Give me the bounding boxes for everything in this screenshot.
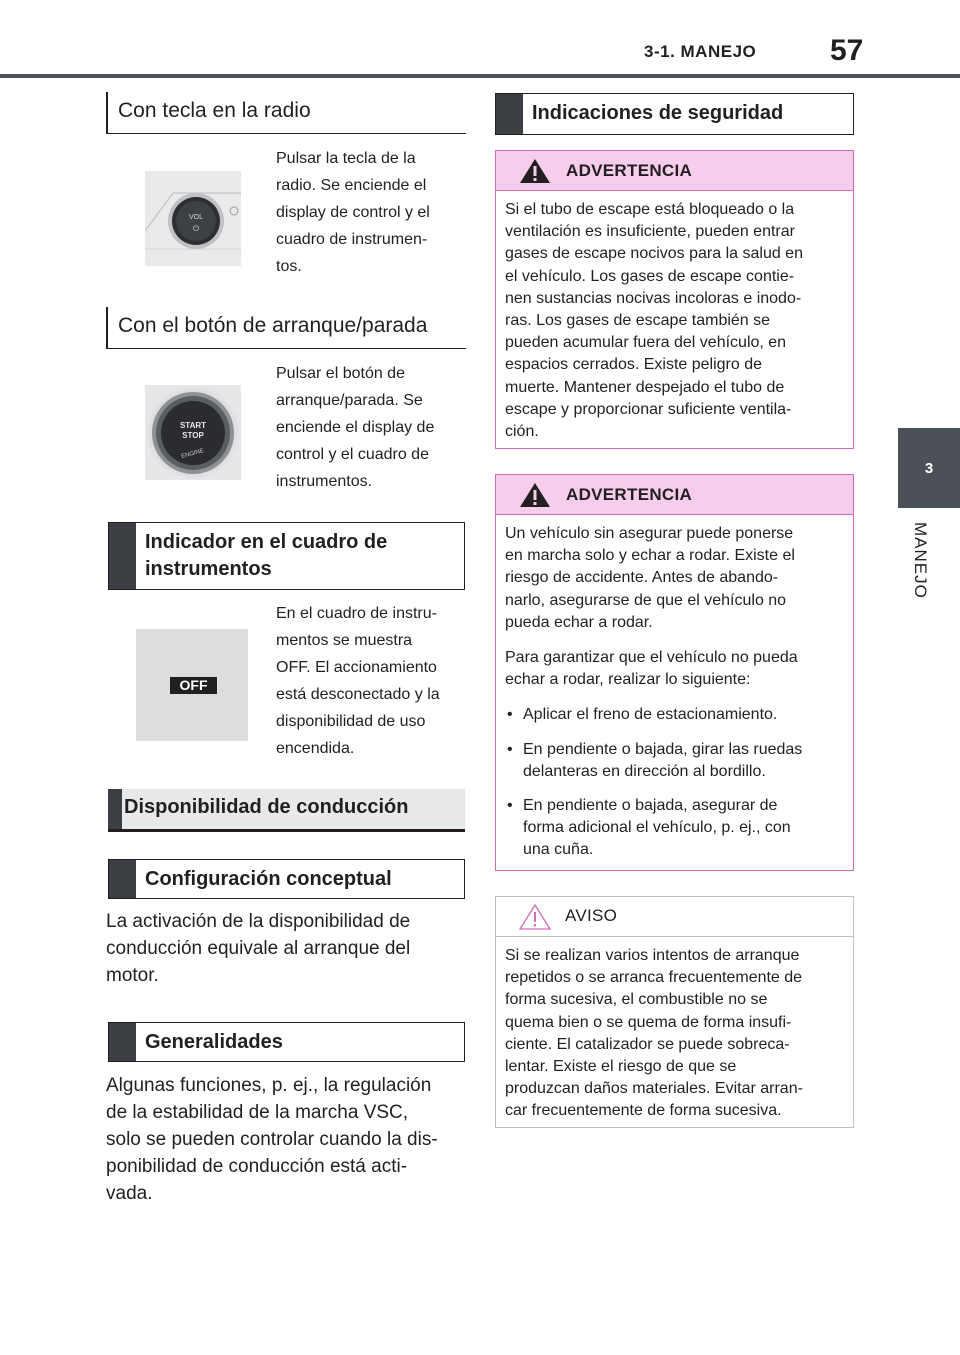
start-label: START bbox=[179, 421, 207, 430]
warning-label: ADVERTENCIA bbox=[566, 161, 693, 180]
engine-label: ENGINE bbox=[180, 448, 205, 460]
notice-label: AVISO bbox=[565, 906, 618, 925]
heading-radio: Con tecla en la radio bbox=[106, 92, 466, 134]
section-title: 3-1. MANEJO bbox=[644, 42, 757, 61]
heading-safety: Indicaciones de seguridad bbox=[495, 93, 854, 135]
radio-knob-illustration bbox=[145, 171, 241, 266]
off-badge: OFF bbox=[170, 677, 217, 694]
warning-triangle-icon bbox=[518, 481, 552, 509]
caution-triangle-icon bbox=[518, 903, 552, 931]
warning-triangle-icon bbox=[518, 157, 552, 185]
warning-box-exhaust bbox=[495, 150, 854, 449]
concept-text: La activación de la disponibilidad de conducción equivale al arranque del motor. bbox=[106, 911, 411, 986]
vol-label: VOL bbox=[188, 214, 204, 221]
header-rule bbox=[0, 74, 960, 78]
power-icon: ⏻ bbox=[192, 224, 200, 233]
heading-indicator: Indicador en el cuadro de instrumentos bbox=[108, 522, 465, 590]
warning-label: ADVERTENCIA bbox=[566, 485, 693, 504]
chapter-tab[interactable]: 3 bbox=[898, 428, 960, 508]
list-item: • Aplicar el freno de estacionamiento. bbox=[505, 704, 845, 726]
list-item: • En pendiente o bajada, asegurar de forma adicional el vehículo, p. ej., con una cuña. bbox=[505, 795, 845, 862]
start-stop-illustration bbox=[145, 385, 241, 480]
page-number: 57 bbox=[830, 34, 864, 67]
chapter-label: MANEJO bbox=[911, 522, 930, 599]
heading-driving-readiness: Disponibilidad de conducción bbox=[108, 789, 465, 829]
warning-text: Un vehículo sin asegurar puede ponerse en marcha solo y echar a rodar. Existe el riesgo de accidente. Antes de abando- narlo, asegurarse de que el vehículo no pueda echar a rodar. Para garantizar que el vehículo no pueda echar a rodar, realizar lo siguiente: • Aplicar el freno de estacionamiento. • En pendiente o bajada, girar las ruedas delanteras en dirección al bordillo. • En pendiente o bajada, asegurar de forma adicional el vehículo, p. ej., con una cuña. bbox=[496, 515, 853, 862]
radio-description: Pulsar la tecla de la radio. Se enciende el display de control y el cuadro de instrumen- tos. bbox=[276, 150, 430, 275]
heading-general: Generalidades bbox=[108, 1022, 465, 1062]
general-text: Algunas funciones, p. ej., la regulación de la estabilidad de la marcha VSC, solo se pueden controlar cuando la dis- ponibilidad de conducción está acti- vada. bbox=[106, 1075, 438, 1204]
list-item: • En pendiente o bajada, girar las ruedas delanteras en dirección al bordillo. bbox=[505, 739, 845, 783]
notice-box bbox=[495, 896, 854, 1128]
start-stop-image bbox=[145, 385, 241, 480]
stop-label: STOP bbox=[182, 431, 204, 440]
start-stop-description: Pulsar el botón de arranque/parada. Se enciende el display de control y el cuadro de instrumentos. bbox=[276, 365, 435, 490]
notice-text: Si se realizan varios intentos de arranque repetidos o se arranca frecuentemente de forma sucesiva, el combustible no se quema bien o se quema de forma insufi- ciente. El catalizador se puede sobreca- lentar. Existe el riesgo de que se produzcan daños materiales. Evitar arran- car frecuentemente de forma sucesiva. bbox=[505, 947, 803, 1120]
heading-start-stop: Con el botón de arranque/parada bbox=[106, 307, 466, 349]
radio-button-image bbox=[145, 171, 241, 266]
heading-concept: Configuración conceptual bbox=[108, 859, 465, 899]
warning-text: Si el tubo de escape está bloqueado o la ventilación es insuficiente, pueden entrar gases de escape nocivos para la salud en el vehículo. Los gases de escape contie- nen sustancias nocivas incoloras e inodo- ras. Los gases de escape también se pueden acumular fuera del vehículo, en espacios cerrados. Existe peligro de muerte. Mantener despejado el tubo de escape y proporcionar suficiente ventila- ción. bbox=[505, 201, 803, 441]
off-indicator-image bbox=[136, 629, 248, 741]
indicator-description: En el cuadro de instru- mentos se muestra OFF. El accionamiento está desconectado y la disponibilidad de uso encendida. bbox=[276, 605, 440, 757]
warning-box-rolling bbox=[495, 474, 854, 871]
